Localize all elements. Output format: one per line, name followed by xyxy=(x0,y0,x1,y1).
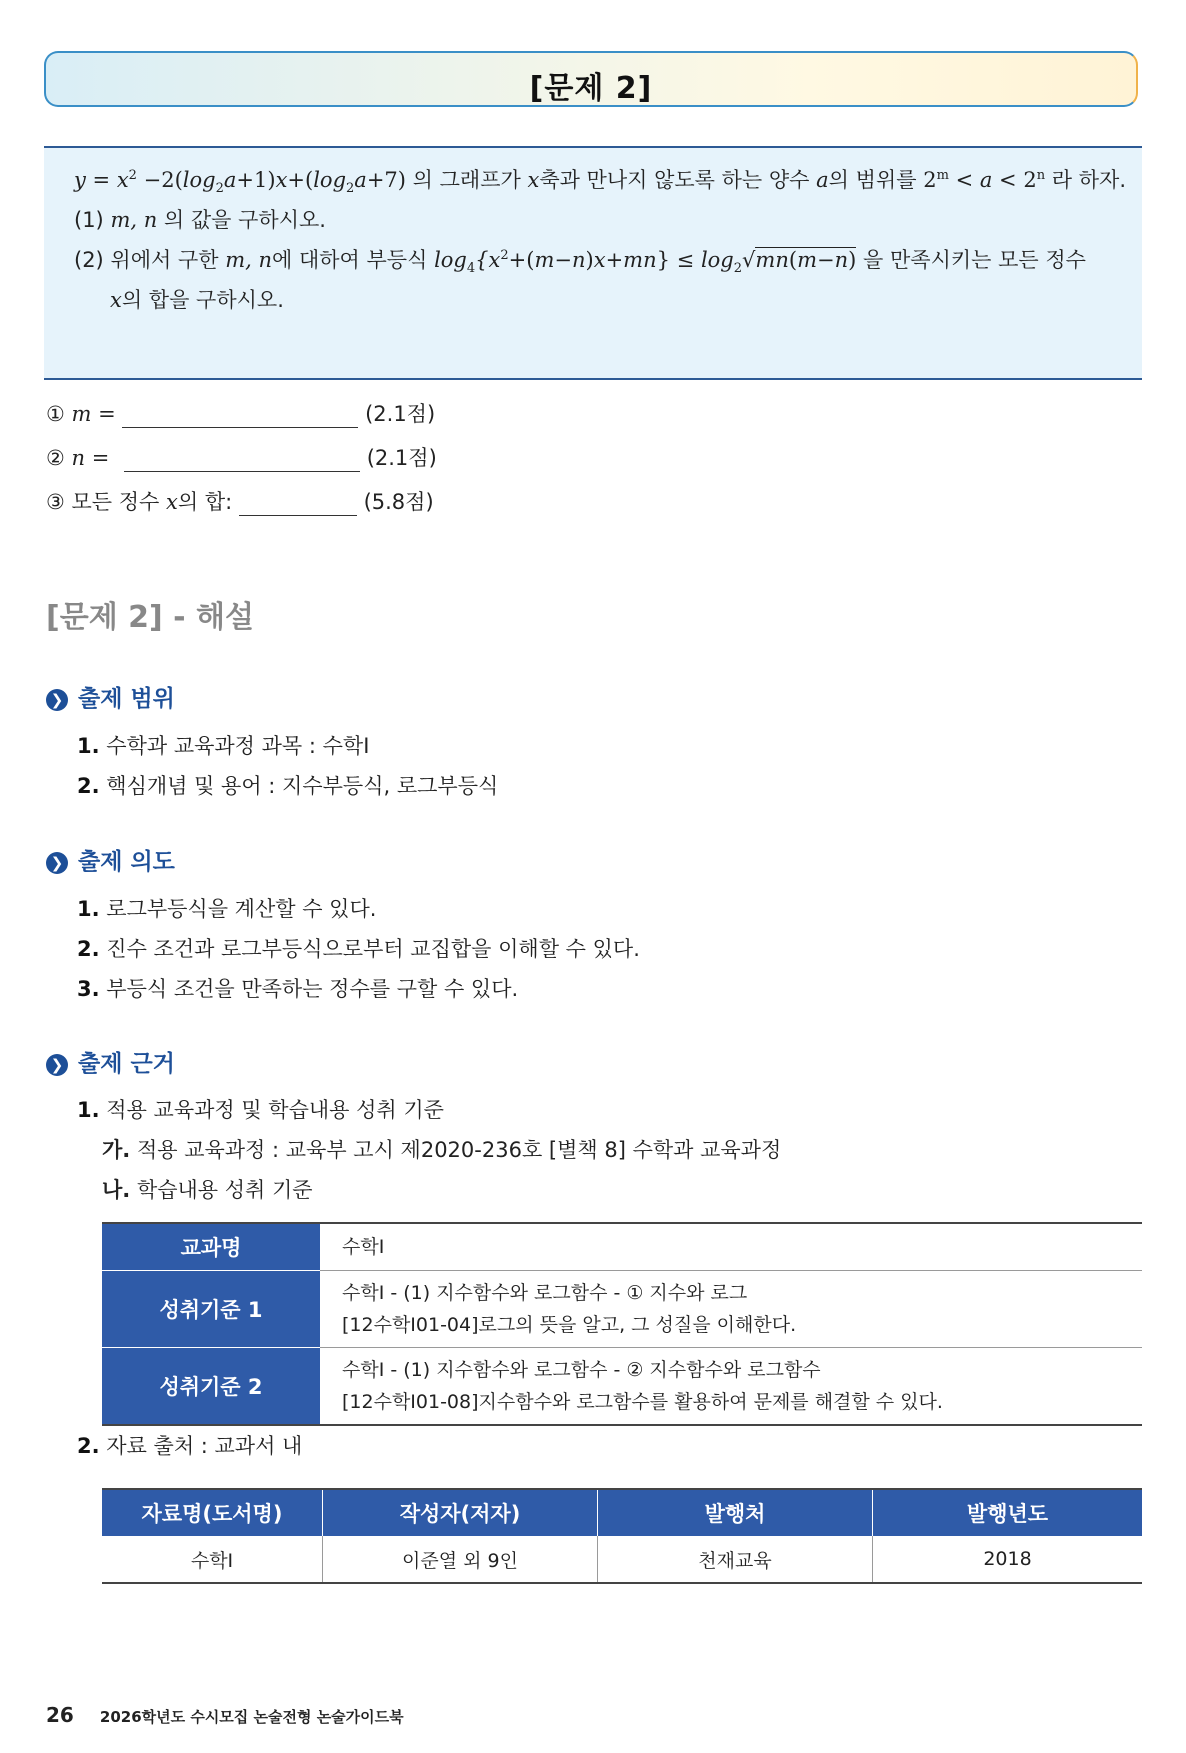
scope-item-1: 1. 수학과 교육과정 과목 : 수학Ⅰ xyxy=(77,734,370,758)
problem-box xyxy=(44,146,1142,380)
problem-line-1: $y = x^2 -2(\log_2a+1)x+(\log_2a+7)$ 의 그래프가 x축과 만나지 않도록 하는 양수 a의 범위를 $2^m < a < 2^n$ 라 하자. xyxy=(74,168,1126,197)
table-row xyxy=(102,1223,1142,1271)
scope-item-2: 2. 핵심개념 및 용어 : 지수부등식, 로그부등식 xyxy=(77,774,499,798)
function-formula: $y = x^2 -2(\log_2a+1)x+(\log_2a+7)$ xyxy=(74,168,406,197)
table-row xyxy=(102,1348,1142,1426)
chevron-right-icon: ❯ xyxy=(46,689,68,711)
range-formula: $2^m < a < 2^n$ xyxy=(923,168,1046,192)
basis-sub-2: 나. 학습내용 성취 기준 xyxy=(102,1178,313,1202)
standards-table xyxy=(102,1222,1142,1426)
section-intent-heading: ❯ 출제 의도 xyxy=(46,843,175,876)
answer-line-3: ③ 모든 정수 x의 합: (5.8점) xyxy=(46,490,434,514)
basis-item-2: 2. 자료 출처 : 교과서 내 xyxy=(77,1434,303,1458)
table-row xyxy=(102,1536,1142,1583)
row-header: 성취기준 2 xyxy=(102,1348,320,1426)
table-cell: 수학Ⅰ xyxy=(190,1549,234,1572)
page-number: 26 xyxy=(46,1703,74,1727)
question-2: (2) 위에서 구한 m, n에 대하여 부등식 $\log_4\{x^2+(m-n)x+mn\} \le \log_2√mn(m-n)$ 을 만족시키는 모든 정수 xyxy=(74,248,1086,277)
inequality-formula: $\log_4\{x^2+(m-n)x+mn\} \le \log_2√mn(m-n)$ xyxy=(434,248,857,277)
answer-line-1: ① m = (2.1점) xyxy=(46,402,436,426)
column-header: 발행처 xyxy=(598,1489,873,1536)
answer-blank-sum[interactable] xyxy=(239,491,357,516)
column-header: 발행년도 xyxy=(873,1489,1143,1536)
footer xyxy=(46,1703,404,1727)
row-body: 수학Ⅰ - (1) 지수함수와 로그함수 - ① 지수와 로그 [12수학Ⅰ01-04]로그의 뜻을 알고, 그 성질을 이해한다. xyxy=(320,1271,1142,1348)
table-header-row xyxy=(102,1489,1142,1536)
section-scope-heading: ❯ 출제 범위 xyxy=(46,680,175,713)
answer-blank-m[interactable] xyxy=(122,403,358,428)
source-table xyxy=(102,1488,1142,1584)
section-basis-heading: ❯ 출제 근거 xyxy=(46,1045,175,1078)
title-banner xyxy=(44,51,1138,107)
table-cell: 2018 xyxy=(873,1536,1143,1583)
page-title: [문제 2] xyxy=(529,71,653,106)
chevron-right-icon: ❯ xyxy=(46,1054,68,1076)
row-header: 교과명 xyxy=(102,1223,320,1271)
basis-sub-1: 가. 적용 교육과정 : 교육부 고시 제2020-236호 [별책 8] 수학과 교육과정 xyxy=(102,1138,782,1162)
intent-item-1: 1. 로그부등식을 계산할 수 있다. xyxy=(77,897,377,921)
table-row xyxy=(102,1271,1142,1348)
footer-text: 2026학년도 수시모집 논술전형 논술가이드북 xyxy=(99,1708,404,1726)
answer-line-2: ② n = (2.1점) xyxy=(46,446,437,470)
column-header: 자료명(도서명) xyxy=(102,1489,323,1536)
answer-blank-n[interactable] xyxy=(124,447,360,472)
question-1: (1) m, n 의 값을 구하시오. xyxy=(74,208,326,232)
intent-item-3: 3. 부등식 조건을 만족하는 정수를 구할 수 있다. xyxy=(77,977,519,1001)
intent-item-2: 2. 진수 조건과 로그부등식으로부터 교집합을 이해할 수 있다. xyxy=(77,937,640,961)
question-2-cont: x의 합을 구하시오. xyxy=(110,288,284,312)
table-cell: 천재교육 xyxy=(598,1536,873,1583)
basis-item-1: 1. 적용 교육과정 및 학습내용 성취 기준 xyxy=(77,1098,444,1122)
row-header: 성취기준 1 xyxy=(102,1271,320,1348)
row-body: 수학Ⅰ - (1) 지수함수와 로그함수 - ② 지수함수와 로그함수 [12수학Ⅰ01-08]지수함수와 로그함수를 활용하여 문제를 해결할 수 있다. xyxy=(342,1359,943,1413)
column-header: 작성자(저자) xyxy=(323,1489,598,1536)
table-cell: 이준열 외 9인 xyxy=(323,1536,598,1583)
chevron-right-icon: ❯ xyxy=(46,852,68,874)
row-body: 수학Ⅰ xyxy=(320,1223,1142,1271)
solution-title: [문제 2] - 해설 xyxy=(46,600,254,635)
